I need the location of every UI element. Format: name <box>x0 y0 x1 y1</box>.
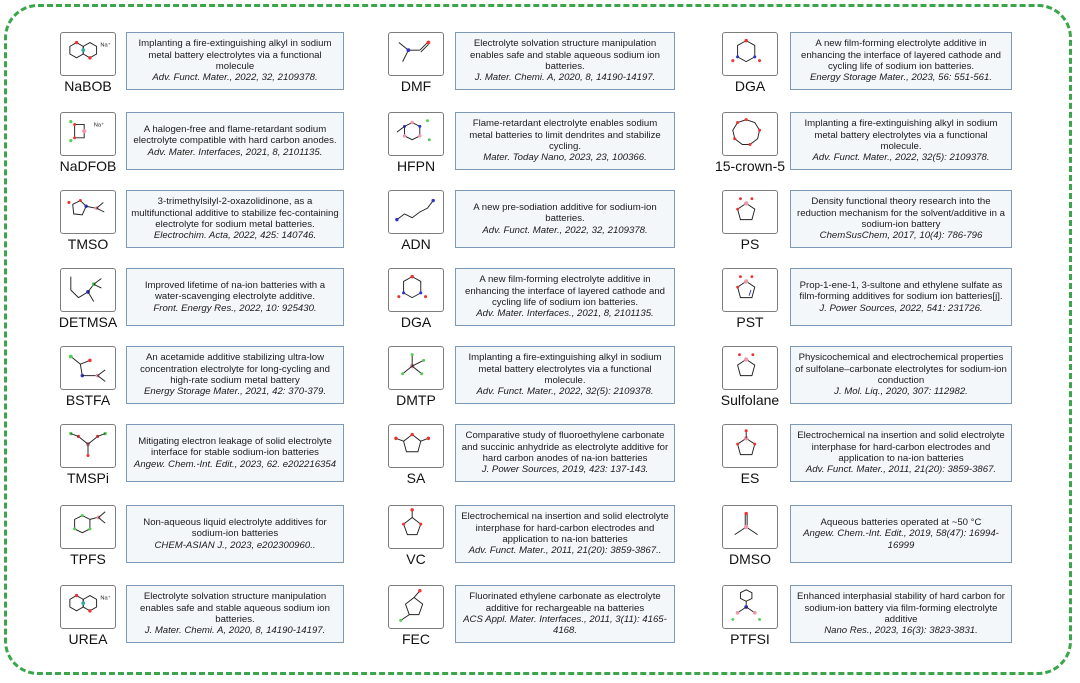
compound-name: PST <box>736 314 764 330</box>
reference-description: Electrochemical na insertion and solid electrolyte interphase for hard-carbon electrodes and application to na-ion batteries <box>797 430 1005 464</box>
borate-anion-icon <box>60 32 116 76</box>
svg-text:Na⁺: Na⁺ <box>93 122 105 129</box>
phosphazene-icon <box>388 112 444 156</box>
reference-citation: J. Mater. Chemi. A, 2020, 8, 14190-14197. <box>144 625 326 637</box>
reference-card <box>126 585 344 643</box>
nitrile-chain-icon <box>388 190 444 234</box>
compound-name: VC <box>406 551 426 567</box>
reference-card <box>455 424 675 482</box>
reference-card <box>790 32 1012 90</box>
compound-name: DMSO <box>729 551 771 567</box>
reference-card <box>126 346 344 404</box>
reference-card <box>790 424 1012 482</box>
phosphate-ester-icon <box>388 346 444 390</box>
reference-citation: J. Mol. Liq., 2020, 307: 112982. <box>834 386 968 398</box>
compound-name: ES <box>740 470 760 486</box>
reference-citation: Adv. Mater. Interfaces, 2021, 8, 2101135. <box>147 146 323 158</box>
reference-citation: Electrochim. Acta, 2022, 425: 140746. <box>153 230 317 242</box>
svg-text:Na⁺: Na⁺ <box>100 595 111 602</box>
reference-card <box>455 190 675 248</box>
compound-name: DMF <box>400 78 432 94</box>
silyl-amine-icon <box>60 268 116 312</box>
compound-name: DGA <box>734 78 766 94</box>
sulfoxide-icon <box>722 505 778 549</box>
reference-description: Electrolyte solvation structure manipulation enables safe and stable aqueous sodium ion batteries. <box>140 591 330 625</box>
compound-name: NaBOB <box>64 78 112 94</box>
reference-description: Comparative study of fluoroethylene carbonate and succinic anhydride as electrolyte additive for hard carbon anodes of na-ion batteries <box>461 430 669 464</box>
reference-citation: Angew. Chem.-Int. Edit., 2023, 62. e202216354 <box>133 458 337 470</box>
reference-card <box>790 505 1012 563</box>
compound-name: HFPN <box>396 158 436 174</box>
borate-anion-icon <box>60 585 116 629</box>
difluoro-oxalato-borate-icon <box>60 112 116 156</box>
compound-name: UREA <box>68 631 108 647</box>
reference-description: Mitigating electron leakage of solid electrolyte interface for stable sodium-ion batteries <box>138 435 332 459</box>
ethylene-sulfite-icon <box>722 424 778 468</box>
reference-citation: Adv. Funct. Mater., 2022, 32, 2109378. <box>152 72 318 84</box>
reference-description: Fluorinated ethylene carbonate as electrolyte additive for rechargeable na batteries <box>469 591 661 614</box>
compound-name: 15-crown-5 <box>714 158 786 174</box>
propene-sultone-icon <box>722 268 778 312</box>
silyl-acetamide-icon <box>60 346 116 390</box>
reference-description: A new pre-sodiation additive for sodium-ion batteries. <box>473 201 657 225</box>
succinic-anhydride-icon <box>388 424 444 468</box>
reference-description: Flame-retardant electrolyte enables sodium metal batteries to limit dendrites and stabilize cycling. <box>469 118 661 152</box>
compound-name: ADN <box>401 236 431 252</box>
compound-name: TPFS <box>70 551 106 567</box>
reference-citation: J. Mater. Chemi. A, 2020, 8, 14190-14197. <box>474 72 656 84</box>
compound-name: NaDFOB <box>59 158 117 174</box>
reference-description: Density functional theory research into the reduction mechanism for the solvent/additive in a sodium-ion battery <box>797 196 1005 230</box>
sulfolane-icon <box>722 346 778 390</box>
compound-name: PS <box>740 236 760 252</box>
reference-card <box>126 32 344 90</box>
reference-card <box>790 112 1012 170</box>
reference-description: Non-aqueous liquid electrolyte additives for sodium-ion batteries <box>143 516 327 540</box>
compound-name: DMTP <box>396 392 436 408</box>
reference-citation: CHEM-ASIAN J., 2023, e202300960.. <box>154 539 316 551</box>
reference-description: Aqueous batteries operated at ~50 °C <box>820 516 982 528</box>
reference-card <box>455 585 675 643</box>
reference-citation: Adv. Funct. Mater., 2022, 32(5): 2109378. <box>812 152 990 164</box>
oxazolidinone-icon <box>60 190 116 234</box>
reference-citation: Adv. Mater. Interfaces., 2021, 8, 2101135. <box>476 308 654 320</box>
silyl-phosphite-icon <box>60 424 116 468</box>
reference-citation: Energy Storage Mater., 2021, 42: 370-379. <box>143 386 327 398</box>
reference-description: Implanting a fire-extinguishing alkyl in sodium metal battery electrolytes via a functional molecule. <box>804 118 998 152</box>
reference-card <box>126 268 344 326</box>
propane-sultone-icon <box>722 190 778 234</box>
compound-name: TMSO <box>67 236 109 252</box>
reference-card <box>455 505 675 563</box>
compound-name: DGA <box>400 314 432 330</box>
svg-text:Na⁺: Na⁺ <box>100 42 111 49</box>
reference-description: Prop-1-ene-1, 3-sultone and ethylene sulfate as film-forming additives for sodium ion batteries[j]. <box>799 279 1003 303</box>
reference-citation: Nano Res., 2023, 16(3): 3823-3831. <box>824 625 978 637</box>
reference-description: Implanting a fire-extinguishing alkyl in sodium metal battery electrolytes via a functional molecule. <box>468 352 662 386</box>
reference-citation: Adv. Funct. Mater., 2022, 32(5): 2109378. <box>476 386 654 398</box>
reference-citation: J. Power Sources, 2022, 541: 231726. <box>819 302 983 314</box>
reference-card <box>455 112 675 170</box>
compound-name: PTFSI <box>730 631 770 647</box>
reference-citation: J. Power Sources, 2019, 423: 137-143. <box>481 464 649 476</box>
crown-ether-icon <box>722 112 778 156</box>
reference-citation: Energy Storage Mater., 2023, 56: 551-561. <box>809 72 993 84</box>
reference-description: Enhanced interphasial stability of hard carbon for sodium-ion battery via film-forming electrolyte additive <box>797 591 1005 625</box>
reference-card <box>455 268 675 326</box>
compound-name: DETMSA <box>58 314 118 330</box>
compound-name: FEC <box>402 631 430 647</box>
reference-card <box>455 32 675 90</box>
reference-description: 3-trimethylsilyl-2-oxazolidinone, as a multifunctional additive to stabilize fec-containing electrolyte for sodium metal batteries. <box>131 196 339 230</box>
reference-description: An acetamide additive stabilizing ultra-low concentration electrolyte for long-cycling and high-rate sodium metal battery <box>140 352 330 386</box>
reference-description: Electrochemical na insertion and solid electrolyte interphase for hard-carbon electrodes and application to na-ion batteries <box>461 511 669 545</box>
reference-card <box>790 268 1012 326</box>
reference-card <box>455 346 675 404</box>
compound-name: SA <box>406 470 426 486</box>
reference-description: Implanting a fire-extinguishing alkyl in sodium metal battery electrolytes via a functional molecule <box>138 38 332 72</box>
reference-card <box>126 505 344 563</box>
reference-citation: Front. Energy Res., 2022, 10: 925430. <box>153 302 317 314</box>
reference-card <box>790 346 1012 404</box>
dashed-border-frame <box>4 4 1072 675</box>
formamide-icon <box>388 32 444 76</box>
compound-name: Sulfolane <box>720 392 780 408</box>
reference-card <box>790 585 1012 643</box>
phenyl-sulfonimide-icon <box>722 585 778 629</box>
reference-citation: Angew. Chem.-Int. Edit., 2019, 58(47): 16994-16999 <box>803 528 999 551</box>
compound-name: TMSPi <box>67 470 109 486</box>
reference-description: Physicochemical and electrochemical properties of sulfolane–carbonate electrolytes for sodium-ion conduction <box>795 352 1007 386</box>
reference-citation: ChemSusChem, 2017, 10(4): 786-796 <box>819 230 983 242</box>
fluoroethylene-carbonate-icon <box>388 585 444 629</box>
reference-card <box>790 190 1012 248</box>
compound-name: BSTFA <box>65 392 111 408</box>
reference-citation: Adv. Funct. Mater., 2022, 32, 2109378. <box>482 224 648 236</box>
reference-description: A halogen-free and flame-retardant sodium electrolyte compatible with hard carbon anodes. <box>133 123 337 147</box>
dioxane-dione-icon <box>722 32 778 76</box>
vinylene-carbonate-icon <box>388 505 444 549</box>
reference-description: A new film-forming electrolyte additive in enhancing the interface of layered cathode and cycling life of sodium ion batteries. <box>464 274 666 308</box>
reference-card <box>126 424 344 482</box>
reference-citation: Mater. Today Nano, 2023, 23, 100366. <box>483 152 647 164</box>
reference-citation: ACS Appl. Mater. Interfaces., 2011, 3(11): 4165-4168. <box>463 614 667 637</box>
reference-card <box>126 112 344 170</box>
fluorophenyl-silane-icon <box>60 505 116 549</box>
reference-citation: Adv. Funct. Mater., 2011, 21(20): 3859-3867. <box>805 464 997 476</box>
reference-description: Improved lifetime of na-ion batteries with a water-scavenging electrolyte additive. <box>144 279 326 303</box>
dioxane-dione-icon <box>388 268 444 312</box>
reference-citation: Adv. Funct. Mater., 2011, 21(20): 3859-3867.. <box>468 545 662 557</box>
reference-description: Electrolyte solvation structure manipulation enables safe and stable aqueous sodium ion batteries. <box>470 38 660 72</box>
reference-description: A new film-forming electrolyte additive in enhancing the interface of layered cathode and cycling life of sodium ion batteries. <box>800 38 1002 72</box>
reference-card <box>126 190 344 248</box>
